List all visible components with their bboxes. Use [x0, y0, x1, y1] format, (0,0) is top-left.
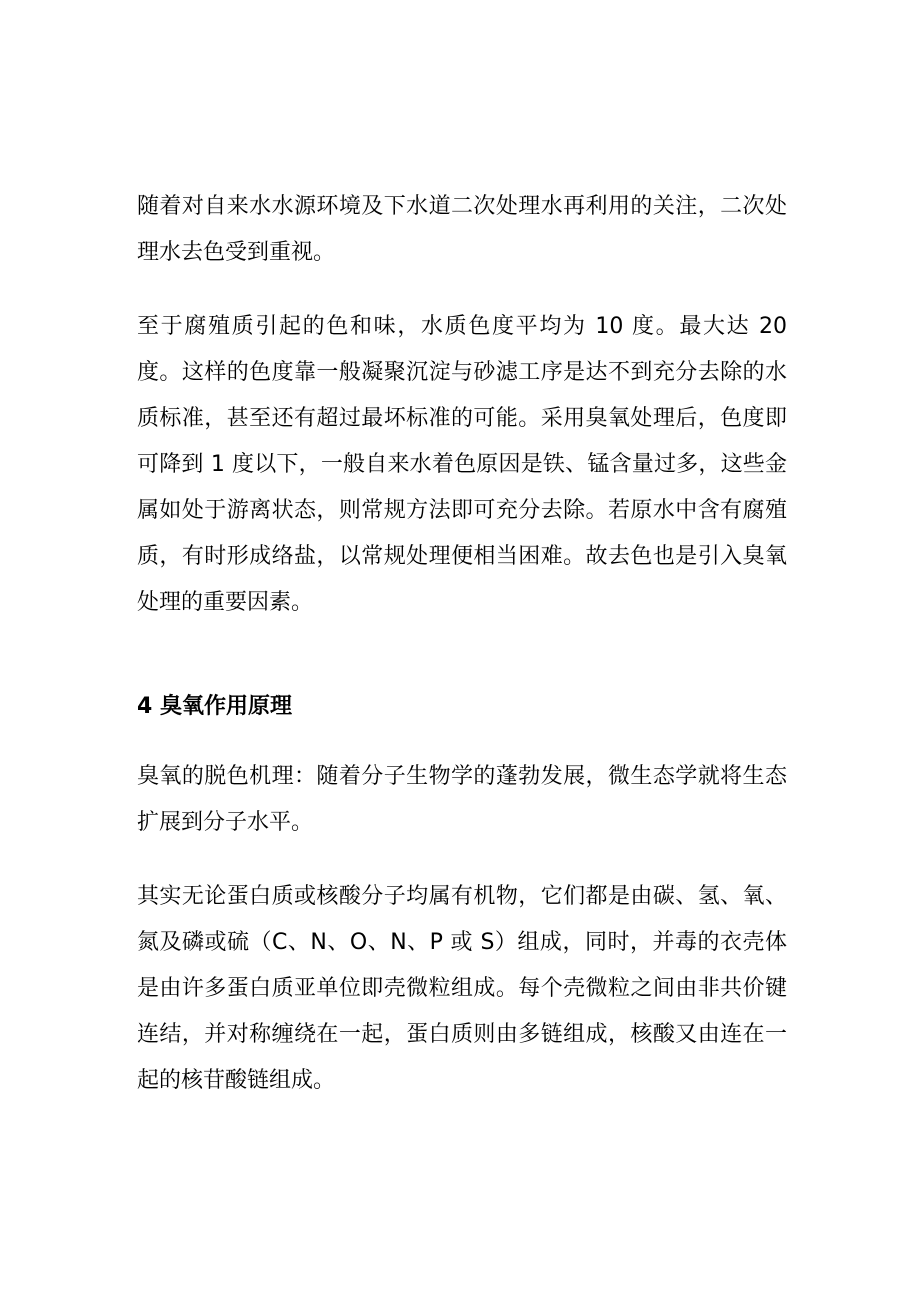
paragraph-ozone-decolor-mechanism: 臭氧的脱色机理：随着分子生物学的蓬勃发展，微生态学就将生态扩展到分子水平。 [137, 764, 787, 835]
section-heading-ozone-principle: 4 臭氧作用原理 [137, 694, 292, 719]
paragraph-humus-color: 至于腐殖质引起的色和味，水质色度平均为 10 度。最大达 20 度。这样的色度靠一般凝聚沉淀与砂滤工序是达不到充分去除的水质标准，甚至还有超过最坏标准的可能。采用臭氧处理后，色度即可降到 1 度以下，一般自来水着色原因是铁、锰含量过多，这些金属如处于游离状态，则常规方法即可充分去除。若原水中含有腐殖质，有时形成络盐，以常规处理便相当困难。故去色也是引入臭氧处理的重要因素。 [137, 314, 787, 615]
paragraph-water-decolor-attention: 随着对自来水水源环境及下水道二次处理水再利用的关注，二次处理水去色受到重视。 [137, 194, 787, 265]
paragraph-protein-nucleic-acid: 其实无论蛋白质或核酸分子均属有机物，它们都是由碳、氢、氧、氮及磷或硫（C、N、O、N、P 或 S）组成，同时，并毒的衣壳体是由许多蛋白质亚单位即壳微粒组成。每个壳微粒之间由非共价键连结，并对称缠绕在一起，蛋白质则由多链组成，核酸又由连在一起的核苷酸链组成。 [137, 884, 787, 1093]
